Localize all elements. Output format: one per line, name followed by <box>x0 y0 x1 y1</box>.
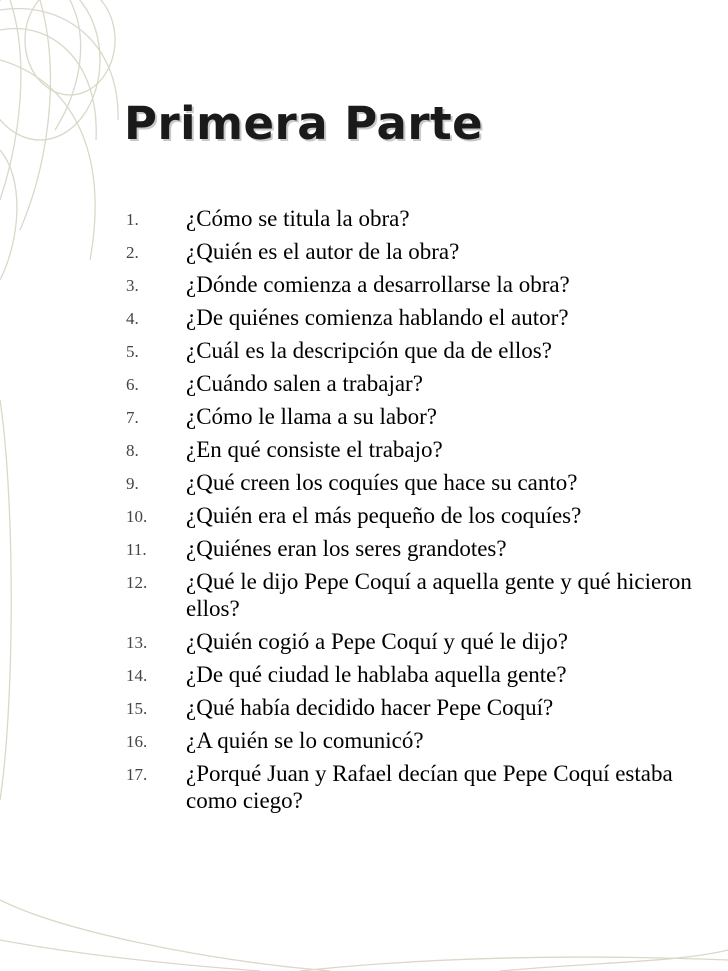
question-text: ¿Cómo le llama a su labor? <box>186 404 438 429</box>
question-number: 4. <box>126 309 139 328</box>
list-item <box>126 760 716 814</box>
list-item <box>126 271 716 298</box>
question-number: 6. <box>126 375 139 394</box>
list-item <box>126 694 716 721</box>
question-text: ¿Cuándo salen a trabajar? <box>186 371 423 396</box>
question-text: ¿De qué ciudad le hablaba aquella gente? <box>186 662 567 687</box>
list-item <box>126 628 716 655</box>
question-number: 9. <box>126 474 139 493</box>
list-item <box>126 502 716 529</box>
question-number: 15. <box>126 699 148 718</box>
question-number: 14. <box>126 666 148 685</box>
list-item <box>126 238 716 265</box>
list-item <box>126 535 716 562</box>
question-number: 2. <box>126 243 139 262</box>
list-item <box>126 436 716 463</box>
question-number: 10. <box>126 507 148 526</box>
question-number: 8. <box>126 441 139 460</box>
question-list <box>126 205 716 820</box>
list-item <box>126 370 716 397</box>
question-text: ¿Quién cogió a Pepe Coquí y qué le dijo? <box>186 629 568 654</box>
question-number: 1. <box>126 210 139 229</box>
list-item <box>126 568 716 622</box>
list-item <box>126 337 716 364</box>
question-number: 5. <box>126 342 139 361</box>
question-text: ¿Quién era el más pequeño de los coquíes? <box>186 503 582 528</box>
question-text: ¿De quiénes comienza hablando el autor? <box>186 305 569 330</box>
question-number: 12. <box>126 573 148 592</box>
question-text: ¿En qué consiste el trabajo? <box>186 437 443 462</box>
question-text: ¿Quiénes eran los seres grandotes? <box>186 536 507 561</box>
question-text: ¿Cómo se titula la obra? <box>186 206 410 231</box>
question-text: ¿Dónde comienza a desarrollarse la obra? <box>186 272 570 297</box>
list-item <box>126 205 716 232</box>
question-number: 16. <box>126 732 148 751</box>
question-text: ¿Cuál es la descripción que da de ellos? <box>186 338 552 363</box>
question-text: ¿Qué había decidido hacer Pepe Coquí? <box>186 695 554 720</box>
slide-title: Primera Parte <box>124 97 484 150</box>
question-text: ¿Qué creen los coquíes que hace su canto? <box>186 470 578 495</box>
list-item <box>126 403 716 430</box>
question-number: 11. <box>126 540 147 559</box>
list-item <box>126 661 716 688</box>
question-text: ¿Porqué Juan y Rafael decían que Pepe Coquí estaba como ciego? <box>186 761 673 813</box>
question-text: ¿A quién se lo comunicó? <box>186 728 424 753</box>
question-number: 7. <box>126 408 139 427</box>
list-item <box>126 469 716 496</box>
list-item <box>126 304 716 331</box>
question-text: ¿Qué le dijo Pepe Coquí a aquella gente y qué hicieron ellos? <box>186 569 692 621</box>
question-text: ¿Quién es el autor de la obra? <box>186 239 460 264</box>
question-number: 3. <box>126 276 139 295</box>
list-item <box>126 727 716 754</box>
question-number: 13. <box>126 633 148 652</box>
question-number: 17. <box>126 765 148 784</box>
